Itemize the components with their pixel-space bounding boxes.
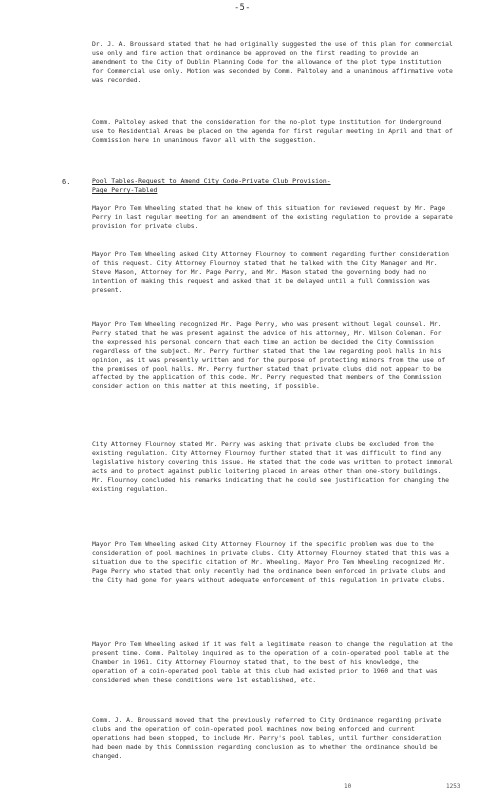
paragraph-5: Mayor Pro Tem Wheeling recognized Mr. Page Perry, who was present without legal counsel. Mr. Perry stated that he was present against the advice of his attorney, Mr. Wilson Coleman. For the expressed his personal concern that each time an action be decided the City Commission regardless of the subject. Mr. Perry further stated that the law regarding pool halls in his opinion, as it was presently written and for the purpose of protecting minors from the use of the premises of pool halls. Mr. Perry further stated that private clubs did not appear to be affected by the application of this code. Mr. Perry requested that members of the Commission consider action on this matter at this meeting, if possible. — [92, 320, 446, 391]
paragraph-9: Comm. J. A. Broussard moved that the previously referred to City Ordinance regarding private clubs and the operation of coin-operated pool machines now being enforced and current operations had been stopped, to include Mr. Perry's pool tables, until further consideration had been made by this Commission regarding conclusion as to whether the ordinance should be changed. — [92, 716, 442, 760]
footer-mark-left: 10 — [344, 783, 352, 790]
paragraph-6: City Attorney Flournoy stated Mr. Perry was asking that private clubs be excluded from the existing regulation. City Attorney Flournoy further stated that it was difficult to find any legislative history covering this issue. He stated that the code was written to protect immoral acts and to protect against public loitering placed in areas other than one-story buildings. Mr. Flournoy concluded his remarks indicating that he could see justification for changing the existing regulation. — [92, 440, 453, 493]
paragraph-1: Dr. J. A. Broussard stated that he had originally suggested the use of this plan for commercial use only and fire action that ordinance be approved on the first reading to provide an amendment to the City of Dublin Planning Code for the allowance of the plot type institution for Commercial use only. Motion was seconded by Comm. Paltoley and a unanimous affirmative vote was recorded. — [92, 40, 453, 84]
item-title-line-1: Pool Tables-Request to Amend City Code-Private Club Provision- — [92, 177, 331, 185]
item-number: 6. — [62, 178, 71, 186]
footer-mark-right: 1253 — [446, 783, 461, 790]
paragraph-8: Mayor Pro Tem Wheeling asked if it was felt a legitimate reason to change the regulation at the present time. Comm. Paltoley inquired as to the operation of a coin-operated pool table at the Chamber in 1961. City Attorney Flournoy stated that, to the best of his knowledge, the operation of a coin-operated pool table at this club had existed prior to 1960 and that was considered when these conditions were 1st established, etc. — [92, 640, 453, 684]
item-title-line-2: Page Perry-Tabled — [92, 186, 158, 194]
item-title — [92, 177, 392, 195]
page-number: -5- — [234, 3, 251, 13]
paragraph-2: Comm. Paltoley asked that the consideration for the no-plot type institution for Underground use to Residential Areas be placed on the agenda for first regular meeting in April and that of Commission here in unanimous favor all with the suggestion. — [92, 118, 453, 144]
paragraph-3: Mayor Pro Tem Wheeling stated that he knew of this situation for reviewed request by Mr. Page Perry in last regular meeting for an amendment of the existing regulation to provide a separate provision for private clubs. — [92, 204, 453, 230]
paragraph-4: Mayor Pro Tem Wheeling asked City Attorney Flournoy to comment regarding further consideration of this request. City Attorney Flournoy stated that he talked with the City Manager and Mr. Steve Mason, Attorney for Mr. Page Perry, and Mr. Mason stated the governing body had no intention of making this request and asked that it be delayed until a full Commission was present. — [92, 250, 449, 294]
paragraph-7: Mayor Pro Tem Wheeling asked City Attorney Flournoy if the specific problem was due to the consideration of pool machines in private clubs. City Attorney Flournoy stated that this was a situation due to the specific citation of Mr. Wheeling. Mayor Pro Tem Wheeling recognized Mr. Page Perry who stated that only recently had the ordinance been enforced in private clubs and the City had gone for years without adequate enforcement of this regulation in private clubs. — [92, 540, 449, 584]
